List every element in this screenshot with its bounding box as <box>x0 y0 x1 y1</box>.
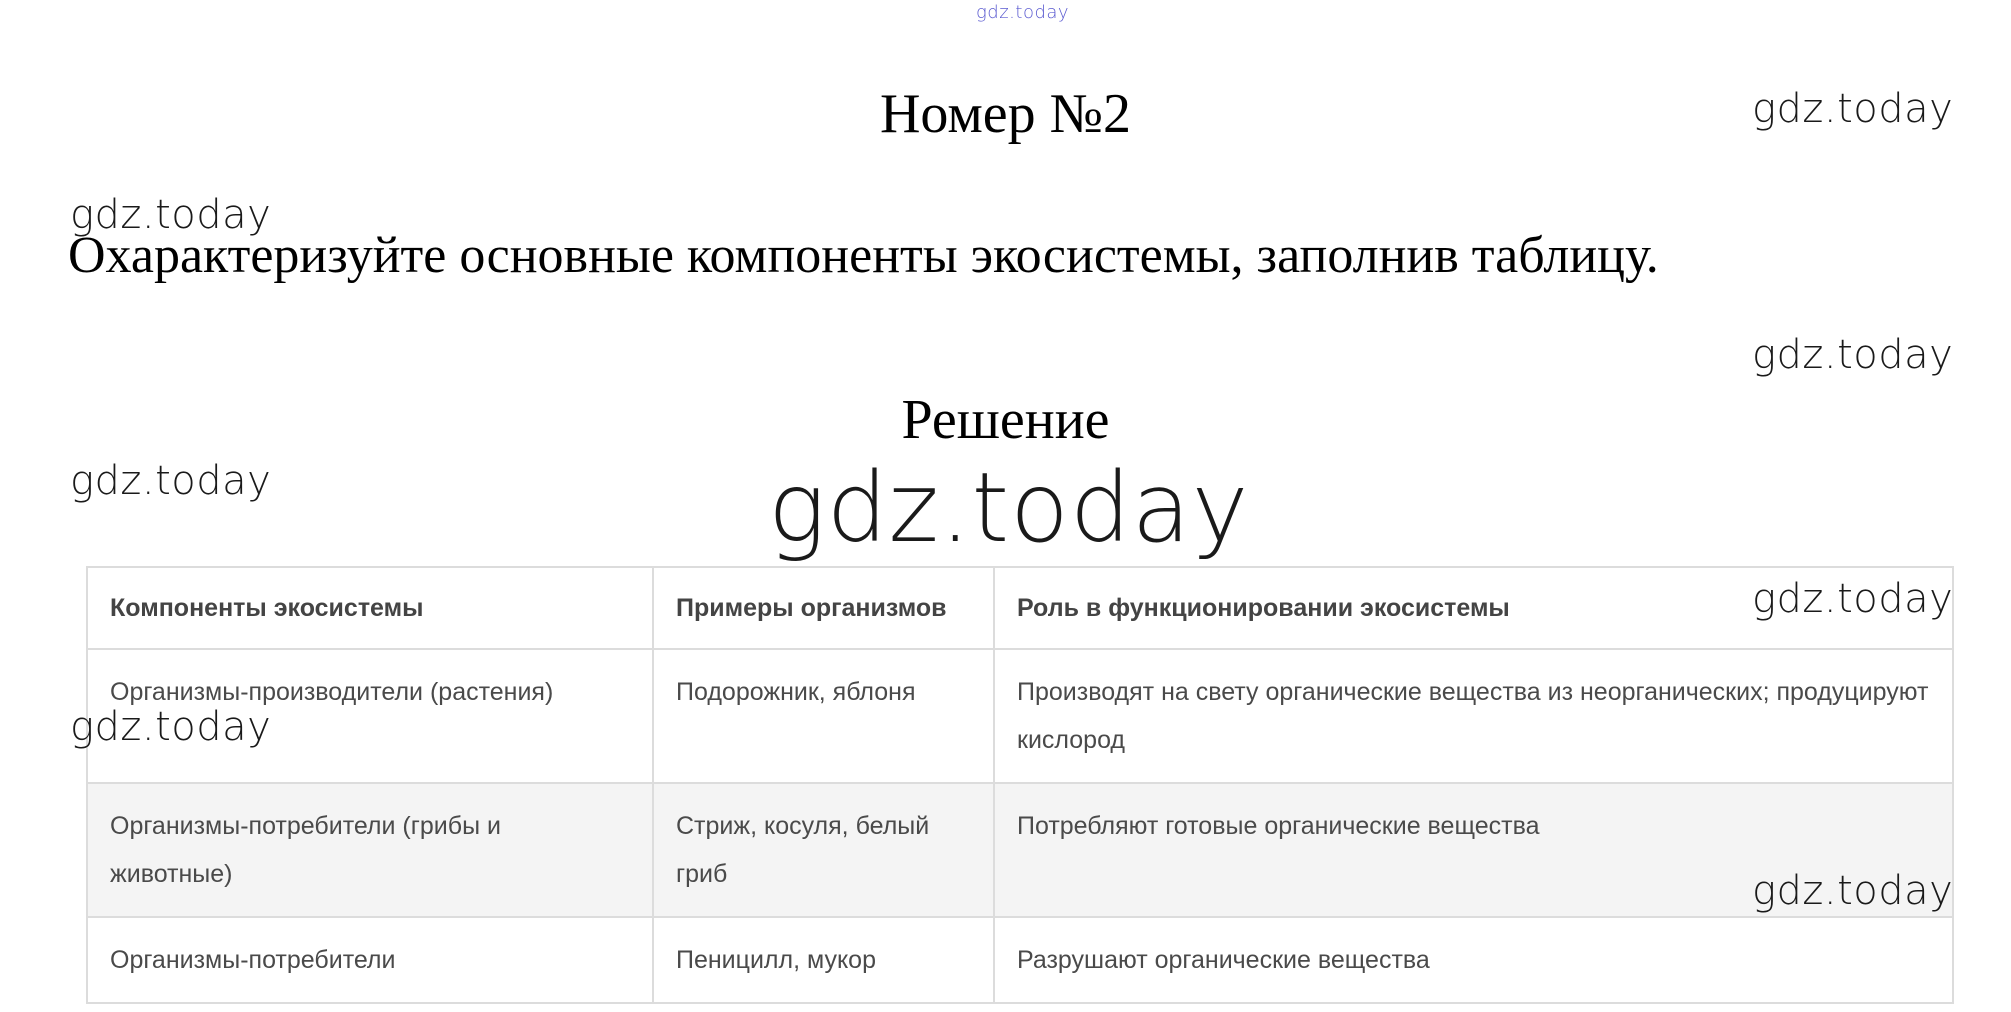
table-cell: Подорожник, яблоня <box>653 649 994 783</box>
watermark: gdz.today <box>70 458 272 504</box>
page-title: Номер №2 <box>879 83 1132 145</box>
answer-table <box>86 566 1954 1004</box>
table-row <box>87 783 1953 917</box>
table-header-row <box>87 567 1953 649</box>
table-cell: Пеницилл, мукор <box>653 917 994 1003</box>
table-cell: Разрушают органические вещества <box>994 917 1953 1003</box>
solution-heading: Решение <box>901 389 1110 451</box>
table-row <box>87 917 1953 1003</box>
watermark: gdz.today <box>1752 576 1954 622</box>
table-cell: Организмы-потребители <box>87 917 653 1003</box>
table-cell: Организмы-потребители (грибы и животные) <box>87 783 653 917</box>
watermark-top: gdz.today <box>976 2 1070 23</box>
watermark: gdz.today <box>1752 868 1954 914</box>
watermark: gdz.today <box>1752 332 1954 378</box>
watermark: gdz.today <box>1752 86 1954 132</box>
task-text: Охарактеризуйте основные компоненты экосистемы, заполнив таблицу. <box>68 227 1659 284</box>
table-cell: Потребляют готовые органические вещества <box>994 783 1953 917</box>
column-header: Компоненты экосистемы <box>87 567 653 649</box>
column-header: Примеры организмов <box>653 567 994 649</box>
column-header: Роль в функционировании экосистемы <box>994 567 1953 649</box>
table-row <box>87 649 1953 783</box>
table-cell: Организмы-производители (растения) <box>87 649 653 783</box>
table-cell: Стриж, косуля, белый гриб <box>653 783 994 917</box>
table-cell: Производят на свету органические вещества из неорганических; продуцируют кислород <box>994 649 1953 783</box>
watermark-large: gdz.today <box>768 452 1250 564</box>
watermark: gdz.today <box>70 704 272 750</box>
watermark: gdz.today <box>70 192 272 238</box>
